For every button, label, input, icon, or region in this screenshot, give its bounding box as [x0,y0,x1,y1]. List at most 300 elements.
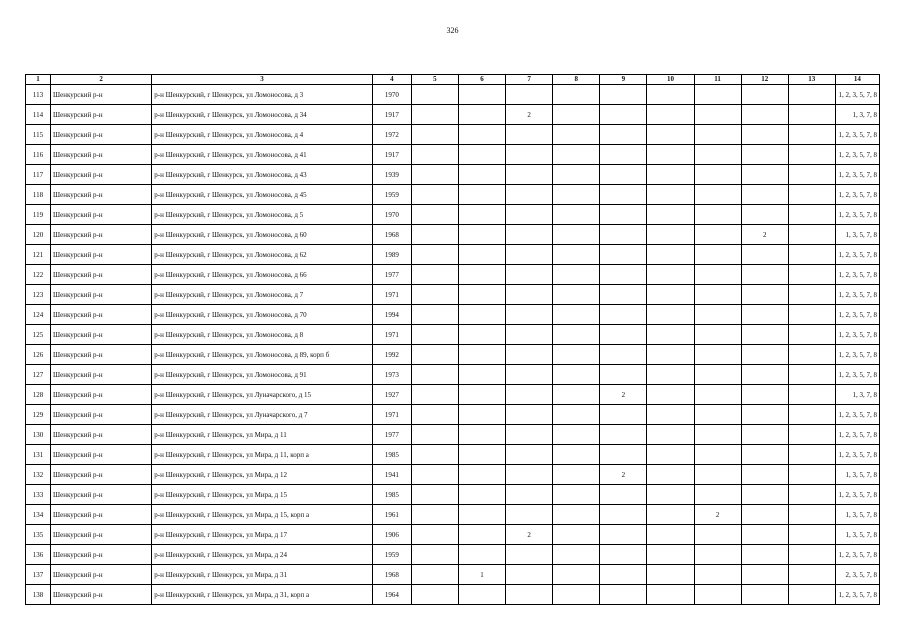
value-cell [553,565,600,585]
value-cell [788,85,835,105]
district-cell: Шенкурский р-н [51,125,152,145]
column-header: 4 [372,75,411,85]
value-cell [506,585,553,605]
notes-cell: 1, 2, 3, 5, 7, 8 [835,305,879,325]
value-cell [741,465,788,485]
value-cell [506,285,553,305]
year-cell: 1985 [372,485,411,505]
value-cell [553,505,600,525]
value-cell [647,85,694,105]
year-cell: 1989 [372,245,411,265]
value-cell [553,305,600,325]
row-number-cell: 132 [26,465,51,485]
value-cell [788,245,835,265]
address-cell: р-н Шенкурский, г Шенкурск, ул Ломоносова, д 8 [152,325,373,345]
row-number-cell: 124 [26,305,51,325]
table-row [26,165,880,185]
value-cell [694,425,741,445]
value-cell [458,225,505,245]
value-cell [458,345,505,365]
address-cell: р-н Шенкурский, г Шенкурск, ул Луначарского, д 7 [152,405,373,425]
address-cell: р-н Шенкурский, г Шенкурск, ул Ломоносова, д 70 [152,305,373,325]
table-header-row [26,75,880,85]
value-cell [600,445,647,465]
value-cell [741,505,788,525]
district-cell: Шенкурский р-н [51,585,152,605]
value-cell [694,405,741,425]
year-cell: 1985 [372,445,411,465]
address-cell: р-н Шенкурский, г Шенкурск, ул Ломоносова, д 60 [152,225,373,245]
value-cell [458,385,505,405]
value-cell: 2 [506,105,553,125]
value-cell [600,345,647,365]
value-cell [647,425,694,445]
value-cell [458,365,505,385]
value-cell [553,345,600,365]
value-cell [741,445,788,465]
value-cell [506,245,553,265]
value-cell [506,545,553,565]
notes-cell: 1, 2, 3, 5, 7, 8 [835,125,879,145]
value-cell [506,465,553,485]
district-cell: Шенкурский р-н [51,105,152,125]
value-cell [647,385,694,405]
year-cell: 1970 [372,85,411,105]
district-cell: Шенкурский р-н [51,545,152,565]
value-cell [600,85,647,105]
value-cell [694,465,741,485]
table-row [26,325,880,345]
value-cell [600,285,647,305]
value-cell [506,325,553,345]
table-row [26,145,880,165]
row-number-cell: 113 [26,85,51,105]
value-cell [694,165,741,185]
table-row [26,385,880,405]
value-cell [741,325,788,345]
address-cell: р-н Шенкурский, г Шенкурск, ул Мира, д 17 [152,525,373,545]
address-cell: р-н Шенкурский, г Шенкурск, ул Мира, д 12 [152,465,373,485]
table-row [26,265,880,285]
value-cell [647,585,694,605]
district-cell: Шенкурский р-н [51,305,152,325]
row-number-cell: 130 [26,425,51,445]
notes-cell: 1, 2, 3, 5, 7, 8 [835,85,879,105]
value-cell [600,225,647,245]
value-cell [741,105,788,125]
value-cell [647,485,694,505]
column-header: 13 [788,75,835,85]
address-cell: р-н Шенкурский, г Шенкурск, ул Ломоносова, д 5 [152,205,373,225]
value-cell [411,325,458,345]
value-cell [741,265,788,285]
district-cell: Шенкурский р-н [51,425,152,445]
value-cell [553,365,600,385]
value-cell [411,445,458,465]
value-cell [741,85,788,105]
district-cell: Шенкурский р-н [51,205,152,225]
value-cell [553,105,600,125]
value-cell [553,425,600,445]
value-cell [741,205,788,225]
notes-cell: 1, 2, 3, 5, 7, 8 [835,245,879,265]
value-cell [600,525,647,545]
district-cell: Шенкурский р-н [51,145,152,165]
value-cell [788,185,835,205]
table-row [26,345,880,365]
notes-cell: 1, 2, 3, 5, 7, 8 [835,365,879,385]
value-cell [741,405,788,425]
value-cell [741,385,788,405]
table-row [26,525,880,545]
notes-cell: 2, 3, 5, 7, 8 [835,565,879,585]
value-cell [788,125,835,145]
notes-cell: 1, 2, 3, 5, 7, 8 [835,145,879,165]
value-cell [788,445,835,465]
value-cell [458,545,505,565]
value-cell [458,505,505,525]
address-cell: р-н Шенкурский, г Шенкурск, ул Ломоносова, д 91 [152,365,373,385]
column-header: 6 [458,75,505,85]
value-cell [506,165,553,185]
value-cell [647,345,694,365]
value-cell [788,285,835,305]
value-cell [694,85,741,105]
district-cell: Шенкурский р-н [51,465,152,485]
notes-cell: 1, 2, 3, 5, 7, 8 [835,345,879,365]
address-cell: р-н Шенкурский, г Шенкурск, ул Мира, д 15 [152,485,373,505]
district-cell: Шенкурский р-н [51,85,152,105]
value-cell [647,205,694,225]
value-cell [694,185,741,205]
value-cell [788,585,835,605]
value-cell [411,225,458,245]
value-cell [411,485,458,505]
value-cell [458,105,505,125]
value-cell [647,465,694,485]
value-cell: 2 [694,505,741,525]
value-cell [647,365,694,385]
value-cell [788,105,835,125]
column-header: 12 [741,75,788,85]
value-cell [647,305,694,325]
column-header: 1 [26,75,51,85]
address-cell: р-н Шенкурский, г Шенкурск, ул Ломоносова, д 7 [152,285,373,305]
value-cell [411,265,458,285]
value-cell [600,365,647,385]
value-cell [506,225,553,245]
address-cell: р-н Шенкурский, г Шенкурск, ул Луначарского, д 15 [152,385,373,405]
year-cell: 1959 [372,545,411,565]
value-cell [647,245,694,265]
value-cell [458,285,505,305]
value-cell [411,245,458,265]
notes-cell: 1, 2, 3, 5, 7, 8 [835,285,879,305]
address-cell: р-н Шенкурский, г Шенкурск, ул Мира, д 24 [152,545,373,565]
row-number-cell: 120 [26,225,51,245]
notes-cell: 1, 2, 3, 5, 7, 8 [835,185,879,205]
row-number-cell: 121 [26,245,51,265]
value-cell [553,145,600,165]
table-row [26,285,880,305]
year-cell: 1939 [372,165,411,185]
address-cell: р-н Шенкурский, г Шенкурск, ул Ломоносова, д 41 [152,145,373,165]
value-cell [647,185,694,205]
value-cell [741,125,788,145]
table-row [26,425,880,445]
value-cell [600,325,647,345]
notes-cell: 1, 3, 5, 7, 8 [835,465,879,485]
value-cell [553,185,600,205]
value-cell [788,545,835,565]
address-cell: р-н Шенкурский, г Шенкурск, ул Мира, д 11 [152,425,373,445]
value-cell [694,485,741,505]
row-number-cell: 127 [26,365,51,385]
value-cell [741,545,788,565]
table-row [26,305,880,325]
row-number-cell: 126 [26,345,51,365]
column-header: 8 [553,75,600,85]
value-cell [553,405,600,425]
value-cell [741,485,788,505]
value-cell [788,145,835,165]
value-cell [458,325,505,345]
value-cell [741,565,788,585]
value-cell [458,165,505,185]
column-header: 9 [600,75,647,85]
value-cell [506,405,553,425]
value-cell [600,545,647,565]
value-cell [411,125,458,145]
value-cell [411,345,458,365]
value-cell [411,385,458,405]
table-row [26,85,880,105]
value-cell [458,525,505,545]
value-cell [506,425,553,445]
value-cell [411,505,458,525]
table-row [26,125,880,145]
value-cell [458,425,505,445]
value-cell [506,445,553,465]
value-cell [506,565,553,585]
table-row [26,505,880,525]
value-cell [411,285,458,305]
value-cell [600,265,647,285]
district-cell: Шенкурский р-н [51,505,152,525]
value-cell [553,485,600,505]
value-cell [458,305,505,325]
table-body [26,85,880,605]
value-cell [553,285,600,305]
value-cell [506,125,553,145]
notes-cell: 1, 2, 3, 5, 7, 8 [835,485,879,505]
column-header: 10 [647,75,694,85]
value-cell [411,185,458,205]
value-cell [600,165,647,185]
value-cell [694,565,741,585]
value-cell [553,125,600,145]
column-header: 11 [694,75,741,85]
value-cell [600,185,647,205]
value-cell [458,265,505,285]
value-cell [506,265,553,285]
table-row [26,185,880,205]
value-cell [788,345,835,365]
year-cell: 1959 [372,185,411,205]
row-number-cell: 128 [26,385,51,405]
year-cell: 1973 [372,365,411,385]
value-cell: 2 [600,465,647,485]
value-cell [411,565,458,585]
value-cell [741,285,788,305]
address-cell: р-н Шенкурский, г Шенкурск, ул Ломоносова, д 89, корп б [152,345,373,365]
year-cell: 1917 [372,145,411,165]
value-cell: 2 [741,225,788,245]
table-row [26,565,880,585]
value-cell [788,465,835,485]
value-cell [600,425,647,445]
value-cell [694,245,741,265]
value-cell [788,525,835,545]
value-cell [506,85,553,105]
value-cell [458,185,505,205]
year-cell: 1964 [372,585,411,605]
year-cell: 1961 [372,505,411,525]
year-cell: 1941 [372,465,411,485]
value-cell [411,465,458,485]
value-cell [553,585,600,605]
value-cell [458,585,505,605]
address-cell: р-н Шенкурский, г Шенкурск, ул Мира, д 11, корп а [152,445,373,465]
district-cell: Шенкурский р-н [51,485,152,505]
value-cell [600,145,647,165]
value-cell [647,545,694,565]
value-cell [458,405,505,425]
value-cell [411,525,458,545]
value-cell [411,105,458,125]
value-cell [741,165,788,185]
address-cell: р-н Шенкурский, г Шенкурск, ул Ломоносова, д 34 [152,105,373,125]
value-cell [788,385,835,405]
value-cell [506,205,553,225]
value-cell [788,225,835,245]
row-number-cell: 129 [26,405,51,425]
value-cell [694,325,741,345]
year-cell: 1972 [372,125,411,145]
row-number-cell: 115 [26,125,51,145]
value-cell [553,245,600,265]
notes-cell: 1, 2, 3, 5, 7, 8 [835,425,879,445]
district-cell: Шенкурский р-н [51,525,152,545]
column-header: 2 [51,75,152,85]
value-cell [553,465,600,485]
value-cell [788,165,835,185]
table-row [26,205,880,225]
value-cell [694,525,741,545]
address-cell: р-н Шенкурский, г Шенкурск, ул Ломоносова, д 4 [152,125,373,145]
district-cell: Шенкурский р-н [51,385,152,405]
page-number: 326 [446,26,459,35]
value-cell [506,385,553,405]
value-cell [694,105,741,125]
value-cell [694,545,741,565]
year-cell: 1994 [372,305,411,325]
value-cell [694,585,741,605]
table-row [26,445,880,465]
year-cell: 1977 [372,425,411,445]
value-cell [741,345,788,365]
table-row [26,485,880,505]
value-cell [553,165,600,185]
address-cell: р-н Шенкурский, г Шенкурск, ул Мира, д 15, корп а [152,505,373,525]
value-cell [458,125,505,145]
notes-cell: 1, 3, 7, 8 [835,105,879,125]
value-cell [741,305,788,325]
value-cell [600,125,647,145]
value-cell [458,485,505,505]
notes-cell: 1, 2, 3, 5, 7, 8 [835,545,879,565]
value-cell [553,325,600,345]
value-cell [647,105,694,125]
value-cell [741,145,788,165]
value-cell [411,305,458,325]
value-cell [694,145,741,165]
district-cell: Шенкурский р-н [51,185,152,205]
value-cell [647,445,694,465]
table-row [26,585,880,605]
value-cell [411,145,458,165]
value-cell [553,205,600,225]
value-cell [600,245,647,265]
column-header: 3 [152,75,373,85]
value-cell [506,485,553,505]
value-cell [741,425,788,445]
value-cell [741,245,788,265]
value-cell [788,265,835,285]
notes-cell: 1, 2, 3, 5, 7, 8 [835,265,879,285]
table-row [26,365,880,385]
value-cell [506,345,553,365]
year-cell: 1971 [372,405,411,425]
row-number-cell: 117 [26,165,51,185]
notes-cell: 1, 2, 3, 5, 7, 8 [835,205,879,225]
notes-cell: 1, 3, 5, 7, 8 [835,505,879,525]
value-cell [694,125,741,145]
value-cell [741,365,788,385]
table-row [26,405,880,425]
notes-cell: 1, 3, 7, 8 [835,385,879,405]
register-table [25,74,880,605]
notes-cell: 1, 2, 3, 5, 7, 8 [835,325,879,345]
value-cell [411,365,458,385]
value-cell [411,405,458,425]
value-cell [458,205,505,225]
value-cell [600,305,647,325]
value-cell [741,585,788,605]
year-cell: 1970 [372,205,411,225]
district-cell: Шенкурский р-н [51,245,152,265]
value-cell [458,85,505,105]
notes-cell: 1, 2, 3, 5, 7, 8 [835,165,879,185]
row-number-cell: 125 [26,325,51,345]
value-cell [694,345,741,365]
value-cell [694,445,741,465]
column-header: 14 [835,75,879,85]
district-cell: Шенкурский р-н [51,225,152,245]
row-number-cell: 136 [26,545,51,565]
notes-cell: 1, 3, 5, 7, 8 [835,225,879,245]
value-cell [694,305,741,325]
